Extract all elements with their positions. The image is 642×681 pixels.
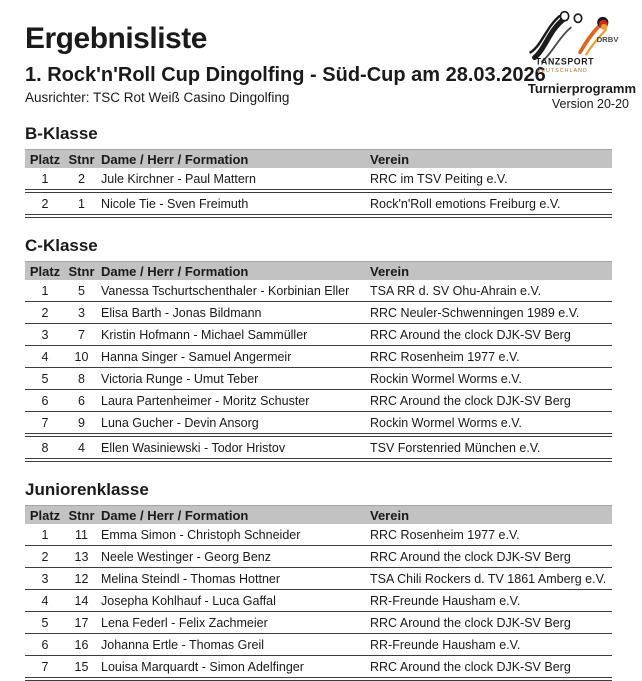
section-b-klasse <box>25 124 612 218</box>
cell-name: Elisa Barth - Jonas Bildmann <box>101 305 262 320</box>
cell-verein: Rockin Wormel Worms e.V. <box>370 415 522 430</box>
cell-verein: RRC Around the clock DJK-SV Berg <box>370 615 571 630</box>
results-table <box>25 149 612 218</box>
cell-platz: 6 <box>41 393 49 408</box>
cell-name: Nicole Tie - Sven Freimuth <box>101 196 249 211</box>
col-header-verein: Verein <box>370 507 410 523</box>
cell-verein: RRC Around the clock DJK-SV Berg <box>370 659 571 674</box>
table-end-line <box>25 677 612 681</box>
cell-verein: RRC Rosenheim 1977 e.V. <box>370 527 520 542</box>
col-header-stnr: Stnr <box>68 263 95 279</box>
cell-stnr: 7 <box>78 327 85 342</box>
cell-stnr: 8 <box>78 371 85 386</box>
cell-platz: 3 <box>41 327 49 342</box>
cell-name: Laura Partenheimer - Moritz Schuster <box>101 393 310 408</box>
cell-platz: 2 <box>41 196 49 211</box>
cell-stnr: 3 <box>78 305 85 320</box>
logo-tanzsport-label: TANZSPORT <box>535 56 595 67</box>
cell-platz: 4 <box>41 593 49 608</box>
drbv-dancers-logo-icon <box>526 10 630 74</box>
table-end-line <box>25 214 612 218</box>
cell-stnr: 9 <box>78 415 85 430</box>
col-header-name: Dame / Herr / Formation <box>101 151 249 167</box>
cell-name: Louisa Marquardt - Simon Adelfinger <box>101 659 304 674</box>
cell-platz: 5 <box>41 615 49 630</box>
table-row <box>25 368 612 389</box>
table-row <box>25 546 612 567</box>
organizer-line: Ausrichter: TSC Rot Weiß Casino Dingolfing <box>25 90 290 105</box>
cell-platz: 1 <box>41 283 49 298</box>
table-row <box>25 656 612 677</box>
cell-name: Victoria Runge - Umut Teber <box>101 371 259 386</box>
table-row <box>25 390 612 411</box>
cell-platz: 4 <box>41 349 49 364</box>
cell-name: Luna Gucher - Devin Ansorg <box>101 415 259 430</box>
cell-verein: RRC Around the clock DJK-SV Berg <box>370 393 571 408</box>
section-c-klasse <box>25 236 612 462</box>
cell-platz: 3 <box>41 571 49 586</box>
table-row <box>25 634 612 655</box>
program-version: Version 20-20 <box>551 97 629 111</box>
col-header-platz: Platz <box>29 263 61 279</box>
results-table <box>25 261 612 462</box>
col-header-name: Dame / Herr / Formation <box>101 263 249 279</box>
table-row <box>25 412 612 433</box>
cell-name: Vanessa Tschurtschenthaler - Korbinian Eller <box>101 283 350 298</box>
cell-verein: TSV Forstenried München e.V. <box>370 440 541 455</box>
cell-verein: RRC Neuler-Schwenningen 1989 e.V. <box>370 305 580 320</box>
cell-stnr: 1 <box>78 196 85 211</box>
table-row <box>25 437 612 458</box>
section-title: Juniorenklasse <box>25 480 149 499</box>
cell-platz: 1 <box>41 527 49 542</box>
cell-stnr: 14 <box>74 593 89 608</box>
table-row <box>25 346 612 367</box>
section-title: C-Klasse <box>25 236 98 255</box>
cell-platz: 5 <box>41 371 49 386</box>
logo-block <box>504 10 636 112</box>
cell-name: Josepha Kohlhauf - Luca Gaffal <box>101 593 276 608</box>
table-row <box>25 280 612 301</box>
col-header-verein: Verein <box>370 263 410 279</box>
table-header-row <box>25 149 612 168</box>
table-row <box>25 568 612 589</box>
cell-verein: TSA RR d. SV Ohu-Ahrain e.V. <box>370 283 542 298</box>
table-header-row <box>25 261 612 280</box>
cell-name: Johanna Ertle - Thomas Greil <box>101 637 265 652</box>
col-header-name: Dame / Herr / Formation <box>101 507 249 523</box>
results-table <box>25 505 612 681</box>
cell-stnr: 6 <box>78 393 85 408</box>
cell-stnr: 15 <box>74 659 89 674</box>
cell-stnr: 13 <box>74 549 89 564</box>
cell-name: Emma Simon - Christoph Schneider <box>101 527 301 542</box>
cell-name: Neele Westinger - Georg Benz <box>101 549 271 564</box>
cell-name: Melina Steindl - Thomas Hottner <box>101 571 281 586</box>
cell-stnr: 12 <box>74 571 89 586</box>
event-subtitle: 1. Rock'n'Roll Cup Dingolfing - Süd-Cup am 28.03.2026 <box>25 64 546 86</box>
col-header-stnr: Stnr <box>68 151 95 167</box>
col-header-verein: Verein <box>370 151 410 167</box>
cell-verein: RR-Freunde Hausham e.V. <box>370 593 521 608</box>
cell-verein: RR-Freunde Hausham e.V. <box>370 637 521 652</box>
logo-drbv-label: DRBV <box>596 35 619 44</box>
table-end-line <box>25 458 612 462</box>
table-row <box>25 324 612 345</box>
cell-platz: 7 <box>41 659 49 674</box>
cell-verein: RRC Rosenheim 1977 e.V. <box>370 349 520 364</box>
col-header-platz: Platz <box>29 151 61 167</box>
cell-platz: 8 <box>41 440 49 455</box>
col-header-stnr: Stnr <box>68 507 95 523</box>
table-row <box>25 612 612 633</box>
table-header-row <box>25 505 612 524</box>
cell-stnr: 16 <box>74 637 89 652</box>
table-row <box>25 590 612 611</box>
logo-deutschland-label: DEUTSCHLAND <box>536 67 588 74</box>
cell-platz: 2 <box>41 549 49 564</box>
cell-platz: 6 <box>41 637 49 652</box>
cell-platz: 7 <box>41 415 49 430</box>
section-juniorenklasse <box>25 480 612 681</box>
program-name: Turnierprogramm <box>527 81 636 96</box>
cell-name: Jule Kirchner - Paul Mattern <box>101 171 256 186</box>
cell-stnr: 10 <box>74 349 89 364</box>
cell-verein: RRC im TSV Peiting e.V. <box>370 171 508 186</box>
cell-verein: Rockin Wormel Worms e.V. <box>370 371 522 386</box>
cell-verein: TSA Chili Rockers d. TV 1861 Amberg e.V. <box>370 571 607 586</box>
col-header-platz: Platz <box>29 507 61 523</box>
section-title: B-Klasse <box>25 124 98 143</box>
page-title: Ergebnisliste <box>25 22 207 55</box>
cell-verein: RRC Around the clock DJK-SV Berg <box>370 327 571 342</box>
cell-platz: 2 <box>41 305 49 320</box>
cell-stnr: 11 <box>75 527 88 542</box>
cell-verein: Rock'n'Roll emotions Freiburg e.V. <box>370 196 561 211</box>
cell-platz: 1 <box>41 171 49 186</box>
table-row <box>25 524 612 545</box>
cell-stnr: 2 <box>78 171 85 186</box>
cell-stnr: 5 <box>78 283 85 298</box>
table-row <box>25 193 612 214</box>
table-row <box>25 302 612 323</box>
cell-stnr: 4 <box>78 440 85 455</box>
cell-name: Lena Federl - Felix Zachmeier <box>101 615 268 630</box>
cell-name: Hanna Singer - Samuel Angermeir <box>101 349 292 364</box>
cell-stnr: 17 <box>74 615 89 630</box>
table-row <box>25 168 612 189</box>
cell-name: Ellen Wasiniewski - Todor Hristov <box>101 440 286 455</box>
cell-verein: RRC Around the clock DJK-SV Berg <box>370 549 571 564</box>
cell-name: Kristin Hofmann - Michael Sammüller <box>101 327 308 342</box>
